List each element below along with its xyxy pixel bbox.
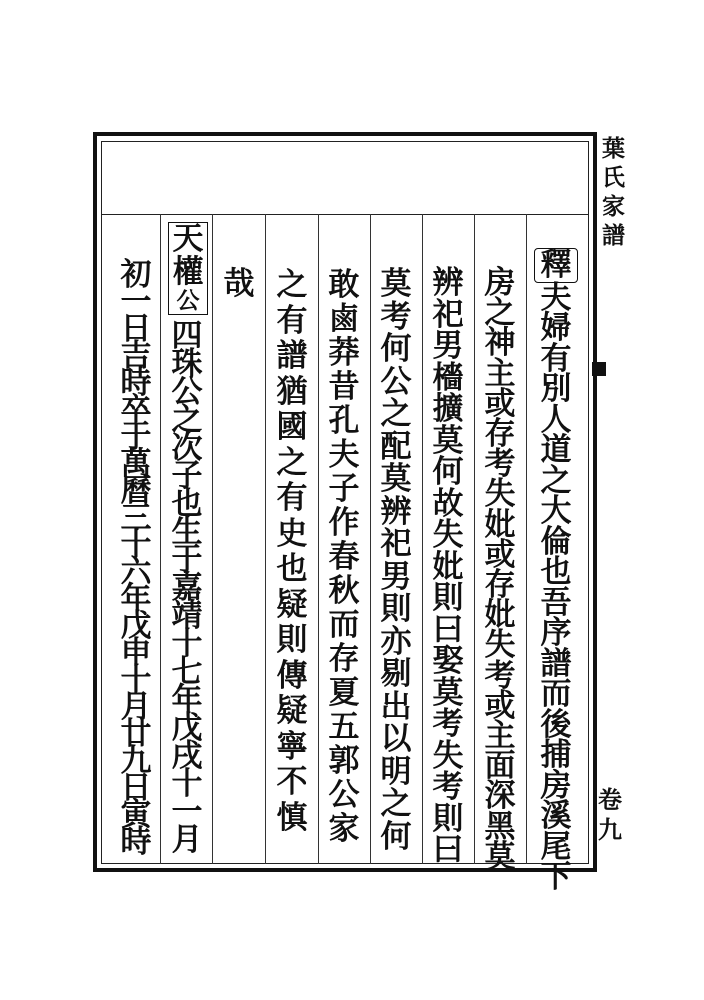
- text-char: 也: [540, 554, 572, 590]
- side-margin-volume: [598, 785, 622, 845]
- text-char: 一: [120, 284, 152, 320]
- text-char: 莫: [432, 422, 464, 459]
- text-char: 國: [276, 409, 308, 445]
- text-column-5: [325, 268, 363, 846]
- text-column-4: [377, 268, 415, 853]
- column-rule: [370, 214, 371, 864]
- text-char: 明: [380, 753, 412, 790]
- text-column-7: [220, 268, 258, 301]
- text-char: 尾: [540, 828, 572, 865]
- text-char: 史: [276, 515, 308, 552]
- text-char: 失: [432, 517, 464, 553]
- side-block-mark: [592, 362, 606, 376]
- text-char: 倫: [540, 523, 572, 560]
- text-char: 子: [328, 471, 360, 507]
- text-char: 吾: [540, 584, 572, 621]
- text-char: 于: [171, 542, 203, 578]
- text-char: 之: [540, 462, 572, 499]
- text-char: 考: [484, 657, 516, 694]
- text-char: 廿: [120, 716, 152, 752]
- text-char: 公: [328, 777, 360, 813]
- text-char: 哉: [223, 266, 255, 302]
- text-char: 也: [171, 486, 203, 522]
- text-char: 也: [276, 551, 308, 587]
- text-char: 主: [484, 355, 516, 392]
- text-char: 譜: [540, 645, 572, 682]
- text-char: 則: [380, 591, 412, 627]
- column-rule: [422, 214, 423, 864]
- text-char: 男: [432, 328, 464, 364]
- text-char: 月: [171, 822, 203, 858]
- text-char: 考: [432, 769, 464, 805]
- text-char: 珠: [171, 346, 203, 382]
- text-char: 孔: [328, 403, 360, 439]
- heading-char: 天: [172, 221, 204, 257]
- text-char: 考: [432, 706, 464, 742]
- column-rule: [212, 214, 213, 864]
- text-char: 曰: [432, 832, 464, 868]
- text-char: 之: [276, 444, 308, 481]
- text-char: 而: [540, 676, 572, 712]
- text-char: 祀: [380, 526, 412, 562]
- text-char: 嘉: [171, 570, 203, 606]
- side-char: 家: [602, 193, 625, 220]
- text-char: 祀: [432, 296, 464, 333]
- text-char: 郭: [328, 743, 360, 779]
- text-char: 後: [540, 706, 572, 743]
- text-char: 故: [432, 485, 464, 522]
- text-char: 道: [540, 432, 572, 468]
- text-char: 辨: [380, 493, 412, 530]
- text-char: 何: [380, 818, 412, 855]
- text-char: 傳: [276, 657, 308, 694]
- text-char: 十: [171, 766, 203, 802]
- text-char: 十: [120, 662, 152, 698]
- header-band-divider: [101, 214, 589, 215]
- text-char: 之: [380, 786, 412, 822]
- text-char: 九: [120, 743, 152, 779]
- text-char: 溪: [540, 798, 572, 834]
- text-char: 則: [432, 580, 464, 616]
- text-char: 何: [380, 331, 412, 367]
- text-char: 存: [484, 416, 516, 453]
- text-column-8: [168, 318, 206, 858]
- text-char: 日: [120, 770, 152, 806]
- text-char: 春: [328, 539, 360, 575]
- text-char: 考: [380, 298, 412, 335]
- text-char: 妣: [484, 506, 516, 543]
- text-char: 莽: [328, 335, 360, 371]
- text-char: 房: [540, 767, 572, 804]
- text-char: 靖: [171, 598, 203, 634]
- text-char: 年: [120, 581, 152, 617]
- text-char: 三: [120, 500, 152, 536]
- text-char: 亦: [380, 623, 412, 660]
- text-char: 娶: [432, 643, 464, 679]
- text-char: 捕: [540, 737, 572, 773]
- text-char: 存: [328, 641, 360, 677]
- text-char: 月: [120, 689, 152, 725]
- text-char: 不: [276, 764, 308, 800]
- text-char: 何: [432, 454, 464, 490]
- text-char: 夏: [328, 675, 360, 711]
- text-char: 寅: [120, 797, 152, 833]
- text-char: 公: [171, 374, 203, 410]
- text-char: 寧: [276, 728, 308, 765]
- text-char: 十: [171, 626, 203, 662]
- text-char: 辨: [432, 265, 464, 301]
- text-char: 秋: [328, 573, 360, 609]
- column-rule: [265, 214, 266, 864]
- text-char: 擴: [432, 391, 464, 427]
- text-char: 檣: [432, 359, 464, 396]
- text-char: 男: [380, 558, 412, 595]
- column-rule: [474, 214, 475, 864]
- text-column-3: [429, 265, 467, 868]
- text-char: 生: [171, 514, 203, 550]
- side-char: 氏: [602, 164, 625, 191]
- text-char: 七: [171, 654, 203, 690]
- text-char: 配: [380, 428, 412, 465]
- text-char: 日: [120, 311, 152, 347]
- text-char: 昔: [328, 369, 360, 405]
- text-char: 猶: [276, 373, 308, 410]
- text-char: 序: [540, 615, 572, 651]
- text-char: 深: [484, 778, 516, 815]
- text-char: 莫: [432, 674, 464, 711]
- text-char: 時: [120, 365, 152, 401]
- text-column-1: [534, 248, 578, 893]
- text-char: 妣: [484, 597, 516, 634]
- text-char: 面: [484, 748, 516, 785]
- text-char: 莫: [380, 461, 412, 497]
- heading-char: 公: [176, 287, 200, 314]
- text-char: 公: [380, 363, 412, 400]
- text-char: 而: [328, 607, 360, 643]
- text-char: 曰: [432, 611, 464, 648]
- text-char: 戊: [120, 608, 152, 644]
- column-rule: [318, 214, 319, 864]
- text-char: 或: [484, 687, 516, 724]
- text-char: 子: [171, 458, 203, 494]
- text-char: 疑: [276, 693, 308, 729]
- column-rule: [160, 214, 161, 864]
- text-char: 有: [276, 480, 308, 516]
- text-column-9: [117, 257, 155, 860]
- text-char: 五: [328, 709, 360, 745]
- text-char: 主: [484, 718, 516, 755]
- note-label: 釋: [534, 248, 578, 283]
- text-char: 黑: [484, 808, 516, 845]
- text-char: 鹵: [328, 301, 360, 337]
- text-char: 下: [540, 859, 572, 895]
- text-column-6: [273, 268, 311, 836]
- text-char: 一: [171, 794, 203, 830]
- text-char: 莫: [484, 838, 516, 875]
- side-char: 葉: [602, 135, 625, 162]
- text-char: 家: [328, 811, 360, 847]
- side-margin-title: [602, 134, 625, 250]
- text-char: 時: [120, 824, 152, 860]
- text-char: 有: [276, 302, 308, 339]
- text-char: 之: [484, 295, 516, 332]
- column-rule: [526, 214, 527, 864]
- person-heading-box: [168, 222, 208, 315]
- text-char: 神: [484, 325, 516, 362]
- side-char: 譜: [602, 222, 625, 249]
- text-char: 夫: [540, 279, 572, 316]
- text-char: 初: [120, 257, 152, 293]
- text-char: 吉: [120, 338, 152, 374]
- text-char: 夫: [328, 437, 360, 473]
- text-char: 四: [171, 318, 203, 354]
- text-column-2: [481, 265, 519, 875]
- text-char: 婦: [540, 310, 572, 346]
- text-char: 戌: [171, 738, 203, 774]
- text-char: 房: [484, 265, 516, 301]
- text-char: 卒: [120, 392, 152, 428]
- text-char: 慎: [276, 799, 308, 836]
- text-char: 存: [484, 567, 516, 604]
- side-char: 卷: [598, 785, 622, 814]
- text-char: 六: [120, 554, 152, 590]
- text-char: 曆: [120, 473, 152, 509]
- text-char: 則: [276, 622, 308, 658]
- text-char: 大: [540, 493, 572, 529]
- text-char: 萬: [120, 446, 152, 482]
- text-char: 譜: [276, 338, 308, 374]
- text-char: 或: [484, 536, 516, 573]
- text-char: 戊: [171, 710, 203, 746]
- heading-char: 權: [172, 253, 204, 290]
- side-char: 九: [598, 815, 622, 844]
- text-char: 年: [171, 682, 203, 718]
- text-char: 以: [380, 721, 412, 757]
- text-char: 之: [276, 267, 308, 303]
- text-char: 申: [120, 635, 152, 671]
- text-char: 考: [484, 446, 516, 483]
- text-char: 作: [328, 505, 360, 541]
- text-char: 敢: [328, 267, 360, 303]
- text-char: 出: [380, 688, 412, 725]
- text-char: 有: [540, 340, 572, 377]
- text-char: 妣: [432, 548, 464, 585]
- text-char: 十: [120, 527, 152, 563]
- text-char: 失: [484, 476, 516, 513]
- text-char: 人: [540, 401, 572, 438]
- text-char: 則: [432, 800, 464, 837]
- text-char: 失: [484, 627, 516, 664]
- text-char: 莫: [380, 266, 412, 302]
- text-char: 別: [540, 371, 572, 407]
- text-char: 疑: [276, 586, 308, 623]
- text-char: 失: [432, 737, 464, 774]
- text-char: 之: [171, 402, 203, 438]
- text-char: 次: [171, 430, 203, 466]
- text-char: 剔: [380, 656, 412, 692]
- text-char: 于: [120, 419, 152, 455]
- text-char: 或: [484, 385, 516, 422]
- text-char: 之: [380, 396, 412, 432]
